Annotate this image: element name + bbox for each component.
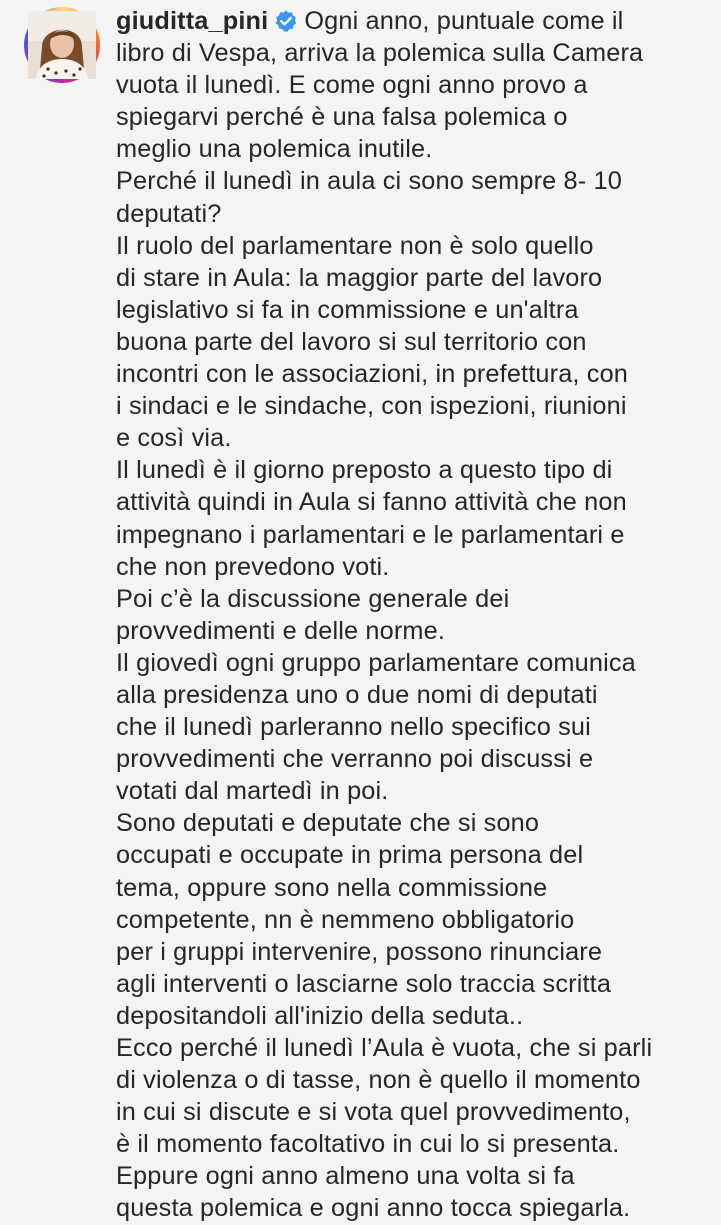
caption-line: occupati e occupate in prima persona del [116, 841, 584, 870]
caption-line: deputati? [116, 199, 222, 228]
caption-line: vuota il lunedì. E come ogni anno provo a [116, 71, 588, 100]
caption-line: libro di Vespa, arriva la polemica sulla Camera [116, 39, 644, 68]
caption-line: competente, nn è nemmeno obbligatorio [116, 905, 575, 934]
caption-line: impegnano i parlamentari e le parlamentari e [116, 520, 625, 549]
profile-avatar [28, 11, 96, 79]
caption-line: votati dal martedì in poi. [116, 777, 389, 806]
caption-line: tema, oppure sono nella commissione [116, 873, 548, 902]
caption-line: di violenza o di tasse, non è quello il momento [116, 1066, 641, 1095]
caption-line: i sindaci e le sindache, con ispezioni, riunioni [116, 392, 627, 421]
caption-line: e così via. [116, 424, 232, 453]
avatar-story-ring[interactable] [24, 7, 100, 83]
caption-line: Il giovedì ogni gruppo parlamentare comunica [116, 648, 636, 677]
caption-line: questa polemica e ogni anno tocca spiegarla. [116, 1194, 631, 1223]
caption-line: Ecco perché il lunedì l’Aula è vuota, che si parli [116, 1034, 653, 1062]
caption-line: Poi c’è la discussione generale dei [116, 584, 510, 613]
caption-line: legislativo si fa in commissione e un'altra [116, 295, 579, 324]
post-caption [116, 5, 716, 1225]
caption-line: Perché il lunedì in aula ci sono sempre 8- 10 [116, 167, 622, 196]
caption-line: spiegarvi perché è una falsa polemica o [116, 103, 568, 132]
caption-text: Ogni anno, puntuale come il [304, 7, 624, 35]
caption-line: buona parte del lavoro si sul territorio con [116, 327, 587, 356]
caption-line: provvedimenti e delle norme. [116, 616, 446, 645]
caption-line: incontri con le associazioni, in prefettura, con [116, 360, 629, 389]
avatar[interactable] [28, 11, 96, 79]
caption-line: Sono deputati e deputate che si sono [116, 809, 540, 838]
caption-line: che il lunedì parleranno nello specifico sui [116, 713, 591, 742]
caption-line: è il momento facoltativo in cui lo si presenta. [116, 1130, 620, 1159]
caption-line: che non prevedono voti. [116, 552, 390, 581]
caption-line [116, 5, 716, 37]
username-link[interactable]: giuditta_pini [116, 7, 269, 35]
verified-badge-icon [274, 9, 298, 33]
caption-line: provvedimenti che verranno poi discussi e [116, 745, 594, 774]
caption-line: meglio una polemica inutile. [116, 135, 433, 164]
caption-line: depositandoli all'inizio della seduta.. [116, 1001, 524, 1030]
caption-line: in cui si discute e si vota quel provvedimento, [116, 1098, 631, 1127]
caption-line: alla presidenza uno o due nomi di deputati [116, 680, 598, 709]
caption-line: agli interventi o lasciarne solo traccia scritta [116, 969, 612, 998]
caption-line: per i gruppi intervenire, possono rinunciare [116, 937, 603, 966]
caption-line: di stare in Aula: la maggior parte del lavoro [116, 263, 603, 292]
caption-line: Il lunedì è il giorno preposto a questo tipo di [116, 456, 613, 485]
caption-line: Eppure ogni anno almeno una volta si fa [116, 1162, 575, 1191]
caption-line: attività quindi in Aula si fanno attività che non [116, 488, 627, 517]
caption-line: Il ruolo del parlamentare non è solo quello [116, 231, 594, 260]
